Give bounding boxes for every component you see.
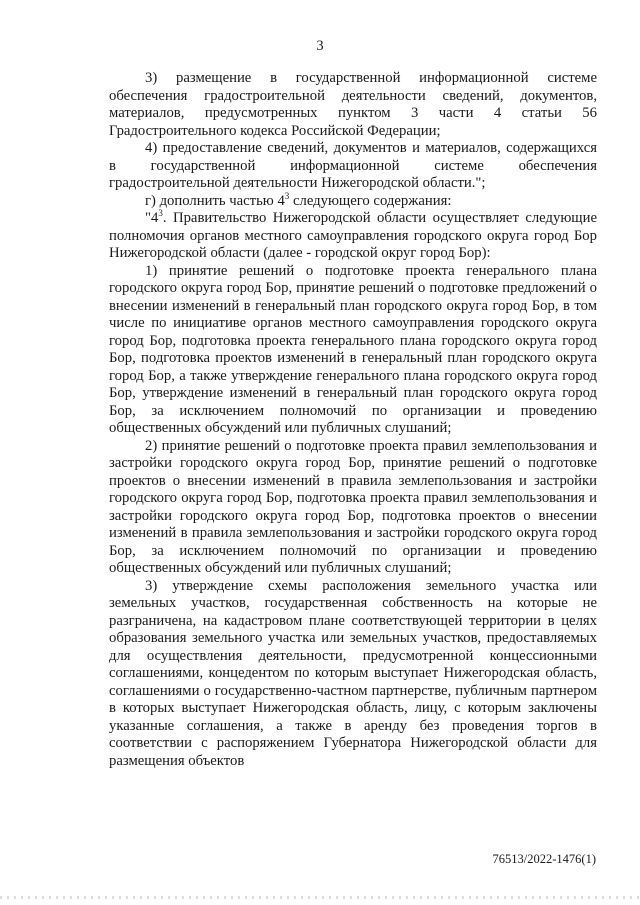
part-4-3-text-start: "4 [145,210,159,226]
paragraph-item-4-provision: 4) предоставление сведений, документов и материалов, содержащихся в государственной информационной системе обеспечения градостроительной деятельности Нижегородской области."; [109,140,597,191]
paragraph-item-1-general-plan: 1) принятие решений о подготовке проекта генерального плана городского округа город Бор, принятие решений о подготовке предложений о внесении изменений в генеральный план городского округа город Бор, в том числе по инициативе органов местного самоуправления городского округа город Бор, подготовка проекта генерального плана городского округа город Бор, подготовка проектов изменений в генеральный план городского округа город Бор, а также утверждение генерального плана городского округа город Бор, утверждение изменений в генеральный план городского округа город Бор, за исключением полномочий по организации и проведению общественных обсуждений или публичных слушаний; [109,262,597,436]
paragraph-part-4-3 [109,210,597,263]
paragraph-amendment-g [109,190,597,211]
page-number: 3 [316,38,324,54]
amendment-g-text-end: следующего содержания: [289,192,452,209]
scan-edge-artifact [0,896,640,899]
amendment-g-superscript: 3 [284,190,290,201]
paragraph-item-2-land-use-rules: 2) принятие решений о подготовке проекта правил землепользования и застройки городского округа город Бор, принятие решений о подготовке проектов о внесении изменений в правила землепользования и застройки городского округа город Бор, подготовка проекта правил землепользования и застройки городского округа город Бор, подготовка проектов о внесении изменений в правила землепользования и застройки городского округа город Бор, за исключением полномочий по организации и проведению общественных обсуждений или публичных слушаний; [109,437,597,576]
document-code: 76513/2022-1476(1) [492,852,596,866]
document-body [109,70,597,770]
paragraph-item-3-placement: 3) размещение в государственной информационной системе обеспечения градостроительной деятельности сведений, документов, материалов, предусмотренных пунктом 3 части 4 статьи 56 Градостроительного кодекса Российской Федерации; [109,70,597,139]
part-4-3-text-end: . Правительство Нижегородской области осуществляет следующие полномочия органов местного самоуправления городского округа город Бор Нижегородской области (далее - городской округ город Бор): [109,210,597,261]
amendment-g-text-start: г) дополнить частью 4 [145,192,285,209]
part-4-3-superscript: 3 [158,208,163,219]
paragraph-item-3-land-plot-scheme: 3) утверждение схемы расположения земельного участка или земельных участков, государственная собственность на которые не разграничена, на кадастровом плане соответствующей территории в целях образования земельного участка или земельных участков, предоставляемых для осуществления деятельности, предусмотренной концессионными соглашениями, концедентом по которым выступает Нижегородская область, соглашениями о государственно-частном партнерстве, публичным партнером в которых выступает Нижегородская область, лицу, с которым заключены указанные соглашения, а также в аренду без проведения торгов в соответствии с распоряжением Губернатора Нижегородской области для размещения объектов [109,577,597,769]
